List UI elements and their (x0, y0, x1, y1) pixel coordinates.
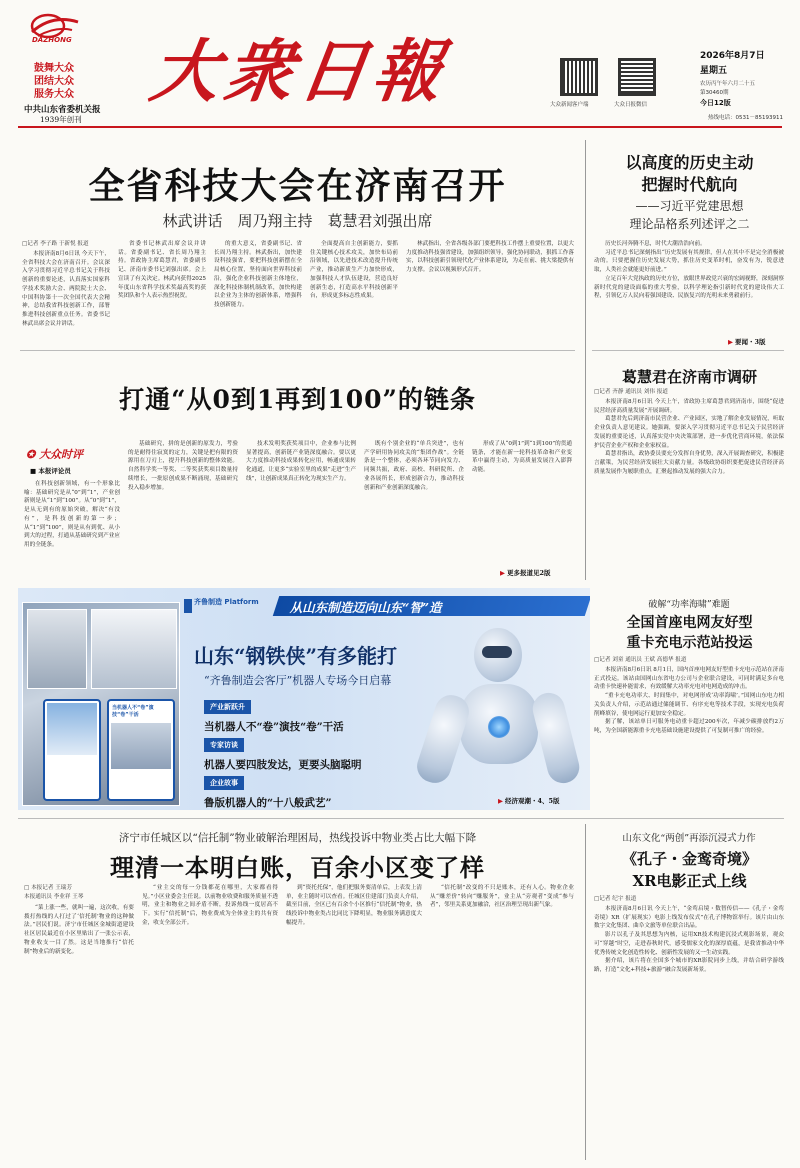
comment-column: 形成了从“0到1”到“1到100”的贯通链条，才能在新一轮科技革命和产业变革中赢得主动，为高质量发展注入澎湃动能。 (472, 441, 572, 474)
feature-item-title: 鲁版机器人的“十八般武艺” (204, 797, 332, 809)
lead-column: 本报济南8月6日讯 今天下午，全省科技大会在济南召开。会议深入学习贯彻习近平总书记关于科技创新的重要论述，认真落实国家科学技术奖励大会、两院院士大会、中国科协第十一次全国代表大会精神，总结我省科技创新工作，部署推进科技创新重点任务。省委书记林武出席会议并讲话。 (22, 251, 110, 327)
feature-item-title: 机器人要四肢发达，更要头脑聪明 (204, 759, 362, 771)
qr-label: 大众新闻客户端 (550, 102, 589, 108)
lead-headline: 全省科技大会在济南召开 (88, 165, 507, 207)
lead-column: 省委书记林武出席会议并讲话。省委副书记、省长周乃翔主持。省政协主席葛慧君，省委副书记、济南市委书记刘强出席。会上宣读了有关决定。林武向获得2025年度山东省科学技术奖最高奖的获奖团队和个人表示热烈祝贺。 (118, 241, 206, 300)
culture-kicker: 山东文化“两创”再添沉浸式力作 (622, 833, 756, 844)
feature-thumbnail[interactable] (107, 699, 175, 801)
news-headline-line: 重卡充电示范站投运 (626, 635, 753, 651)
lead-column: 林武指出，全省各级各部门要把科技工作摆上重要位置，以更大力度推动科技强省建设，加强组织领导，强化协同联动，狠抓工作落实，以科技创新引领现代化产业体系建设，为走在前、挑大梁提供有力支撑。会议以视频形式召开。 (406, 241, 574, 274)
comment-column: 在科技创新领域，有一个形象比喻：基础研究是从“0”到“1”，产业创新则是从“1”到“100”。从“0”到“1”，是从无到有的原始突破，解决“有没有”，是科技创新的第一步；从“1”到“100”，则是从有到优、从小到大的过程，打通从基础研究到产业应用的全链条。 (24, 481, 120, 548)
culture-byline: □记者 纪宇 报道 (594, 896, 637, 902)
feature-thumbnail[interactable] (43, 699, 101, 801)
comment-logo-icon: ✪ (26, 448, 36, 461)
masthead-title: 大衆日報 (145, 32, 453, 112)
feature-body: 历史长河奔腾不息，时代大潮浩浩向前。 习近平总书记深刻指出“历史发展有其规律，但人在其中不是完全消极被动的。只要把握住历史发展大势，抓住历史变革时机，奋发有为，锐意进取，人类社会就能更好前进。” 立足百年大党执政的历史方位，放眼世界政党兴衰的宏阔视野，深刻洞察新时代党的建设面临的重大考验，以科学理论指引新时代党的建设伟大工程，引领亿万人民向着强国建设、民族复兴的光明未来勇毅前行。 (594, 241, 784, 300)
comment-banner: 打通“从0到1再到100”的链条 (119, 385, 476, 414)
comment-column: 基础研究，拼的是创新的原发力，考验的是耐得住寂寞的定力，关键是把有限的资源用在刀刃上，提升科技创新的整体效能。自然科学奖一等奖、二等奖获奖项目数量持续增长，一批原创成果不断涌现，基础研究投入稳步增加。 (128, 441, 238, 491)
platform-logo (184, 594, 274, 618)
hotline: 热线电话：0531－85193911 (708, 115, 783, 121)
divider (18, 818, 784, 819)
bottom-headline: 理清一本明白账，百余小区变了样 (110, 853, 485, 882)
bottom-byline: 本报通讯员 李业祥 王琴 (24, 894, 84, 900)
bottom-kicker: 济宁市任城区以“信托制”物业破解治理困局，热线投诉中物业类占比大幅下降 (118, 832, 477, 844)
thumb-caption: 当机器人不“卷”演技“卷”干活 (112, 705, 154, 718)
lunar-date: 农历丙午年六月二十五 (700, 81, 756, 87)
column-rule (585, 824, 586, 1160)
qr-code-app[interactable] (560, 58, 598, 96)
feature-item (204, 770, 424, 810)
issue-weekday: 星期五 (700, 66, 728, 76)
logo-wordmark: DAZHONG (32, 36, 72, 44)
lead-subhead: 林武讲话 周乃翔主持 葛慧君刘强出席 (162, 212, 433, 230)
platform-logo-icon (184, 599, 192, 613)
feature-subhead-line: ——习近平党建思想 (635, 199, 744, 213)
robot-illustration (422, 622, 586, 808)
feature-more-link[interactable]: ▶ 要闻・3版 (728, 337, 766, 346)
feature-subhead: “齐鲁制造会客厅”机器人专场今日启幕 (204, 674, 392, 687)
divider (592, 350, 784, 351)
feature-more-link[interactable]: ▶ 经济观潮・4、5版 (498, 796, 560, 805)
bottom-column: “菜上涨一些，就叫一遍，这次收，有要拨打热线的人打过了‘信托制’物业的这种做法。”居民们说。济宁市任城区金城街道建设社区居民最近在小区里贴出了一张公示表，物业收支一目了然。这是当地推行“信托制”物业后的新变化。 (24, 905, 134, 955)
feature-ad (18, 588, 590, 810)
feature-headline-line: 把握时代航向 (641, 175, 738, 194)
feature-item-tag: 专家访谈 (204, 738, 244, 752)
feature-photo-robot (27, 609, 87, 689)
divider (20, 350, 575, 351)
culture-headline-line: XR电影正式上线 (632, 872, 747, 890)
founded-year: 1939年创刊 (40, 115, 82, 124)
bottom-column: 到“资托托保”，他们把服务要清单后，上表发上清单，业主随时可以查看。任城区住建部门负责人介绍，截至目前，全区已有百余个小区推行“信托制”物业，热线投诉中物业类占比同比下降明显，物业服务满意度大幅提升。 (286, 885, 422, 926)
lead-column: 的重大意义，省委副书记、省长周乃翔主持。林武指出，加快建设科技强省，要把科技创新摆在全局核心位置，坚持面向世界科技前沿，强化企业科技创新主体地位，深化科技体制机制改革，加快构建以企业为主体的创新体系，增强科技创新能力。 (214, 241, 302, 308)
robot-visor (482, 646, 512, 658)
news-headline-line: 全国首座电网友好型 (626, 615, 753, 631)
news-byline: □记者 刘童 通讯员 王斌 高德华 报道 (594, 657, 687, 663)
lead-byline: □记者 李子路 于新悦 报道 (22, 241, 89, 247)
comment-column: 技术发明奖获奖项目中，企业参与比例显著提高，创新链产业链深度融合。要以更大力度推动科技成果转化应用，畅通成果转化通道，让更多“实验室里的成果”走进“生产线”，让创新成果真正转化为现实生产力。 (246, 441, 356, 482)
feature-item (204, 694, 424, 734)
news-body: 本报济南8月6日讯 8月1日，国内首座电网友好型重卡充电示范站在济南正式投运。该站由国网山东省电力公司与企业联合建设，可同时满足多台电动重卡快速补能需求，有效缓解大功率充电对电网造成的冲击。 “重卡充电功率大、时间集中，对电网形成‘功率海啸’。”国网山东电力相关负责人介绍，示范站通过储能调节、有序充电等技术手段，实现充电负荷削峰填谷，使电网运行更加安全稳定。 据了解，该站单日可服务电动重卡超过200车次，年减少碳排放约2万吨，为全国新能源重卡充电基础设施建设提供了可复制可推广的经验。 (594, 667, 784, 734)
culture-headline-line: 《孔子・金鸾奇境》 (621, 850, 757, 868)
lead-column: 全面提高自主创新能力，要抓住关键核心技术攻关，加快布局前沿领域，以先进技术改造提升传统产业，推动新质生产力加快形成，加强科技人才队伍建设，营造良好创新生态，打造高水平科技创新平台，形成更多标志性成果。 (310, 241, 398, 300)
slogan-line: 服务大众 (34, 89, 74, 100)
feature-strip (273, 596, 590, 616)
slogan-block (34, 62, 74, 101)
bottom-column: “信托制”改变的不只是账本，还有人心。物业企业从“赚差价”转向“赚服务”，业主从“旁观者”变成“参与者”，邻里关系更加融洽，社区治理呈现出新气象。 (430, 885, 574, 909)
feature-photo-collage (22, 602, 180, 806)
feature-item (204, 732, 424, 772)
column-rule (585, 140, 586, 580)
feature-photo-robot (91, 609, 177, 689)
publisher-name: 中共山东省委机关报 (24, 105, 101, 115)
bottom-column: “业主交的每一分钱都花在哪里，大家都看得见。”小区业委会主任说。以前物业收费和服务质量不透明，业主和物业之间矛盾不断，投诉热线一度居高不下。实行“信托制”后，物业费成为全体业主的共有资金，收支全部公开。 (142, 885, 278, 926)
page-count: 今日12版 (700, 99, 731, 107)
feature-headline: 山东“钢铁侠”有多能打 (194, 644, 398, 668)
qr-code-wechat[interactable] (618, 58, 656, 96)
issue-number: 第30460期 (700, 90, 729, 96)
news-kicker: 破解“功率海啸”难题 (648, 600, 730, 610)
comment-logo-text: 大众时评 (39, 448, 84, 461)
bottom-byline: □ 本报记者 王瑞芳 (24, 885, 72, 891)
comment-more-link[interactable]: ▶ 更多报道见2版 (500, 568, 551, 577)
newspaper-title (145, 18, 522, 114)
news-body: 本报济南8月6日讯 今天上午，省政协主席葛慧君到济南市，围绕“促进民营经济高质量发展”开展调研。 葛慧君先后到济南市民营企业、产业园区，实地了解企业发展情况，听取企业负责人意见建议。她强调，要深入学习贯彻习近平总书记关于民营经济发展的重要论述，认真落实党中央决策部署，进一步优化营商环境，依法保护民营企业产权和企业家权益。 葛慧君指出，政协委员要充分发挥自身优势，深入开展调查研究，积极建言献策，为民营经济发展壮大贡献力量。各级政协组织要把促进民营经济高质量发展作为履职重点，汇聚起推动发展的强大合力。 (594, 399, 784, 475)
slogan-line: 鼓舞大众 (34, 63, 74, 74)
masthead-rule (18, 126, 782, 128)
feature-subhead-line: 理论品格系列述评之二 (629, 217, 750, 231)
date-block (700, 48, 795, 108)
feature-headline-line: 以高度的历史主动 (625, 153, 754, 172)
masthead (0, 0, 800, 125)
issue-date: 2026年8月7日 (700, 51, 765, 61)
comment-column: 既有个别企业的“单兵突进”，也有产学研用协同攻关的“集团作战”。全链条是一个整体，必须各环节同向发力、同频共振，政府、高校、科研院所、企业各展所长，形成创新合力，推动科技创新和产业创新深度融合。 (364, 441, 464, 491)
platform-logo-text: 齐鲁制造 Platform (194, 598, 259, 606)
news-headline: 葛慧君在济南市调研 (621, 368, 757, 386)
feature-item-tag: 企业故事 (204, 776, 244, 790)
slogan-line: 团结大众 (34, 76, 74, 87)
thumb-image (47, 703, 97, 755)
feature-item-tag: 产业新跃升 (204, 700, 251, 714)
feature-strip-text: 从山东制造迈向山东“智”造 (289, 600, 442, 615)
qr-label: 大众日报微信 (614, 102, 648, 108)
thumb-image (111, 723, 171, 769)
publisher-logo (26, 12, 84, 46)
comment-logo (26, 446, 83, 462)
culture-body: 本报济南8月6日讯 今天上午，“金鸾启境・数智传信——《孔子・金鸾奇境》XR（扩展现实）电影上线发布仪式”在孔子博物馆举行。该片由山东数字文化集团、曲阜文旅等单位联合出品。 影片以孔子及其思想为内核，运用XR技术构建沉浸式观影场景，观众可“穿越”时空，走进春秋时代，感受儒家文化的深厚底蕴，是我省推动中华优秀传统文化创造性转化、创新性发展的又一生动实践。 据介绍，该片将在全国多个城市的XR影院同步上线，并结合研学游线路，打造“文化+科技+旅游”融合发展新场景。 (594, 906, 784, 973)
robot-glow (488, 716, 510, 738)
news-byline: □记者 齐静 通讯员 刘伟 报道 (594, 389, 668, 395)
comment-author: ■ 本报评论员 (30, 467, 71, 475)
feature-item-title: 当机器人不“卷”演技“卷”干活 (204, 721, 344, 733)
